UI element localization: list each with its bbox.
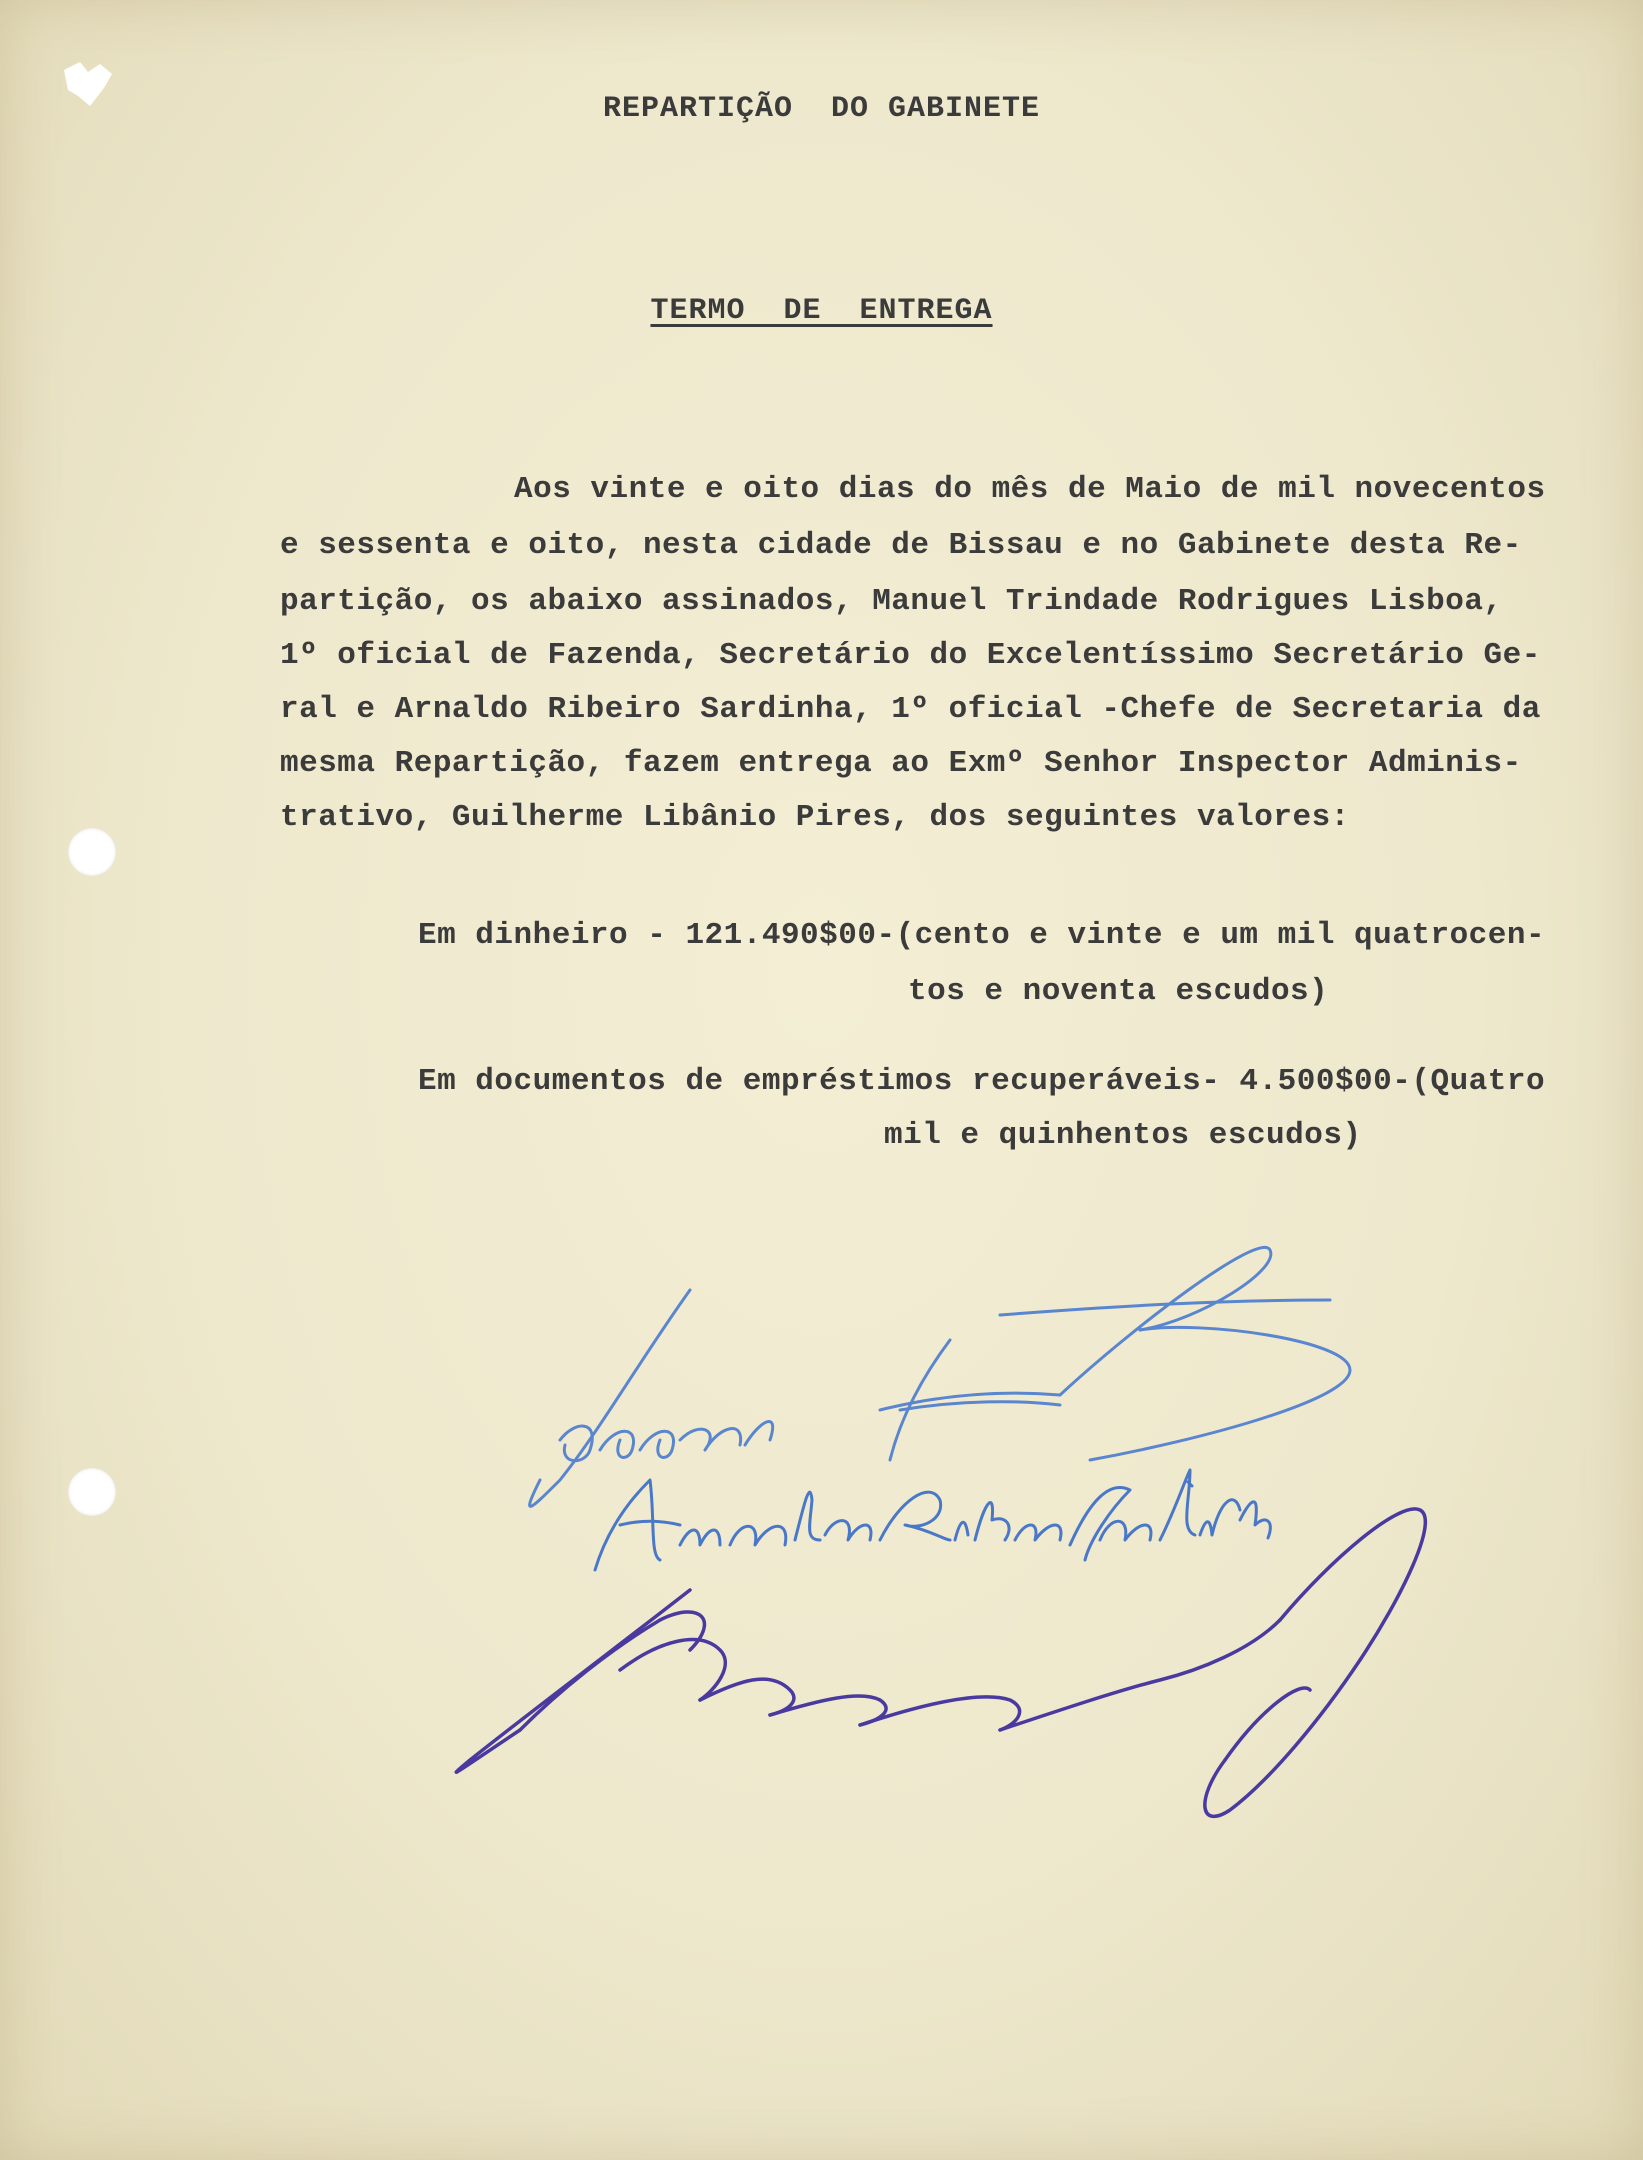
body-line-7: trativo, Guilherme Libânio Pires, dos seguintes valores: (280, 800, 1350, 835)
body-line-1: Aos vinte e oito dias do mês de Maio de mil novecentos (514, 472, 1546, 507)
loan-documents-line-2: mil e quinhentos escudos) (884, 1118, 1362, 1153)
signature-manuel (530, 1247, 1350, 1506)
loan-documents-line-1: Em documentos de empréstimos recuperáveis- 4.500$00-(Quatro (418, 1064, 1546, 1099)
cash-value-line-2: tos e noventa escudos) (908, 974, 1329, 1009)
cash-value-line-1: Em dinheiro - 121.490$00-(cento e vinte e um mil quatrocen- (418, 918, 1546, 953)
body-line-6: mesma Repartição, fazem entrega ao Exmº Senhor Inspector Adminis- (280, 746, 1522, 781)
body-line-5: ral e Arnaldo Ribeiro Sardinha, 1º oficial -Chefe de Secretaria da (280, 692, 1541, 727)
body-line-3: partição, os abaixo assinados, Manuel Trindade Rodrigues Lisboa, (280, 584, 1503, 619)
document-title: TERMO DE ENTREGA (650, 294, 993, 328)
department-header: REPARTIÇÃO DO GABINETE (602, 92, 1041, 126)
signature-arnaldo (595, 1470, 1270, 1570)
body-line-4: 1º oficial de Fazenda, Secretário do Excelentíssimo Secretário Ge- (280, 638, 1541, 673)
body-line-2: e sessenta e oito, nesta cidade de Bissau e no Gabinete desta Re- (280, 528, 1522, 563)
